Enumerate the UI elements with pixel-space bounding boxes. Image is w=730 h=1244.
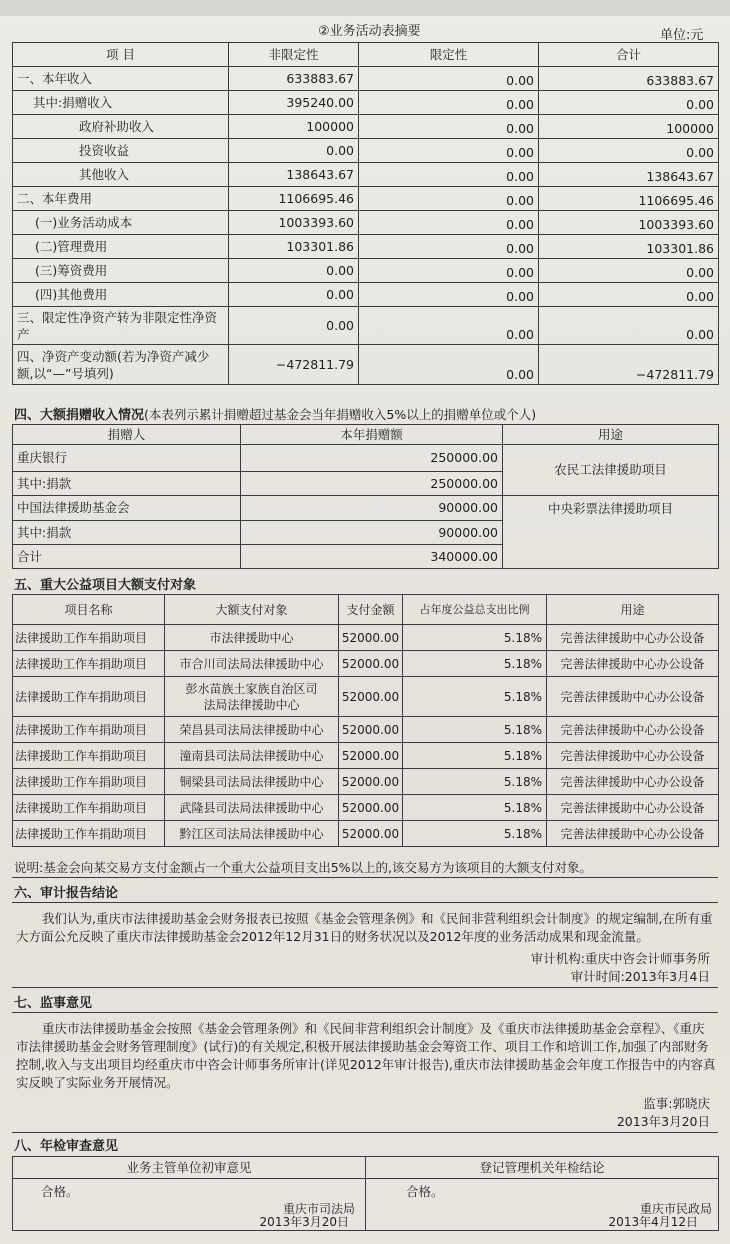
ratio-cell: 5.18% [403, 651, 547, 677]
left-head: 业务主管单位初审意见 [13, 1157, 366, 1179]
header-ratio: 占年度公益总支出比例 [403, 595, 547, 625]
table-row [13, 235, 719, 259]
header-item: 项 目 [13, 43, 229, 67]
total-cell: 103301.86 [539, 235, 719, 259]
donor-cell: 其中:捐款 [13, 472, 241, 496]
total-cell: 138643.67 [539, 163, 719, 187]
header-unrestricted: 非限定性 [229, 43, 359, 67]
ratio-cell: 5.18% [403, 743, 547, 769]
total-cell: 0.00 [539, 139, 719, 163]
ratio-cell: 5.18% [403, 625, 547, 651]
amount-cell: 52000.00 [339, 821, 403, 847]
amount-cell: 52000.00 [339, 677, 403, 717]
table-row [13, 651, 719, 677]
table-row [13, 496, 719, 521]
project-cell: 法律援助工作车捐助项目 [13, 677, 165, 717]
restricted-cell: 0.00 [359, 187, 539, 211]
amount-cell: 52000.00 [339, 795, 403, 821]
audit-time: 审计时间:2013年3月4日 [570, 969, 710, 984]
ratio-cell: 5.18% [403, 821, 547, 847]
restricted-cell: 0.00 [359, 307, 539, 345]
total-cell: 100000 [539, 115, 719, 139]
item-cell: (一)业务活动成本 [13, 211, 229, 235]
project-cell: 法律援助工作车捐助项目 [13, 717, 165, 743]
item-cell: (二)管理费用 [13, 235, 229, 259]
restricted-cell: 0.00 [359, 235, 539, 259]
amount-cell: 250000.00 [241, 445, 503, 472]
total-cell: 1106695.46 [539, 187, 719, 211]
section4-heading [14, 404, 718, 423]
total-cell: 0.00 [539, 307, 719, 345]
total-cell: 0.00 [539, 91, 719, 115]
restricted-cell: 0.00 [359, 115, 539, 139]
section5-title: 五、重大公益项目大额支付对象 [14, 578, 197, 593]
use-cell: 完善法律援助中心办公设备 [547, 717, 719, 743]
ratio-cell: 5.18% [403, 677, 547, 717]
top-strip [0, 0, 730, 16]
payee-cell: 荣昌县司法局法律援助中心 [165, 717, 339, 743]
table-row [13, 625, 719, 651]
divider [12, 1132, 718, 1133]
unrestricted-cell: 1003393.60 [229, 211, 359, 235]
use-cell: 完善法律援助中心办公设备 [547, 677, 719, 717]
annual-check-table [12, 1156, 719, 1231]
table-row [13, 677, 719, 717]
item-cell: (四)其他费用 [13, 283, 229, 307]
section4-title: 四、大额捐赠收入情况 [14, 408, 145, 423]
amount-cell: 52000.00 [339, 717, 403, 743]
payee-cell: 市法律援助中心 [165, 625, 339, 651]
left-text: 合格。 [41, 1184, 79, 1199]
payee-cell: 彭水苗族土家族自治区司法局法律援助中心 [165, 677, 339, 717]
use-cell: 中央彩票法律援助项目 [503, 496, 719, 569]
table-row [13, 445, 719, 472]
restricted-cell: 0.00 [359, 259, 539, 283]
table-row [13, 283, 719, 307]
restricted-cell: 0.00 [359, 345, 539, 385]
unrestricted-cell: 0.00 [229, 307, 359, 345]
restricted-cell: 0.00 [359, 67, 539, 91]
item-cell: 其他收入 [13, 163, 229, 187]
section6-title: 六、审计报告结论 [14, 886, 119, 901]
project-cell: 法律援助工作车捐助项目 [13, 651, 165, 677]
table-row [13, 717, 719, 743]
total-cell: 0.00 [539, 259, 719, 283]
table-row [13, 139, 719, 163]
item-cell: 一、本年收入 [13, 67, 229, 91]
restricted-cell: 0.00 [359, 211, 539, 235]
unrestricted-cell: 100000 [229, 115, 359, 139]
section5-note: 说明:基金会向某交易方支付金额占一个重大公益项目支出5%以上的,该交易方为该项目的大额支付对象。 [14, 860, 593, 875]
project-cell: 法律援助工作车捐助项目 [13, 743, 165, 769]
amount-cell: 340000.00 [241, 545, 503, 569]
project-cell: 法律援助工作车捐助项目 [13, 625, 165, 651]
donation-table [12, 424, 719, 569]
ratio-cell: 5.18% [403, 717, 547, 743]
use-cell: 完善法律援助中心办公设备 [547, 769, 719, 795]
divider [12, 987, 718, 988]
ratio-cell: 5.18% [403, 769, 547, 795]
amount-cell: 90000.00 [241, 496, 503, 521]
amount-cell: 90000.00 [241, 521, 503, 545]
amount-cell: 52000.00 [339, 743, 403, 769]
amount-cell: 52000.00 [339, 625, 403, 651]
unrestricted-cell: 138643.67 [229, 163, 359, 187]
payee-cell: 市合川司法局法律援助中心 [165, 651, 339, 677]
header-restricted: 限定性 [359, 43, 539, 67]
section4-note: (本表列示累计捐赠超过基金会当年捐赠收入5%以上的捐赠单位或个人) [144, 407, 537, 422]
item-cell: 投资收益 [13, 139, 229, 163]
amount-cell: 52000.00 [339, 651, 403, 677]
unrestricted-cell: 103301.86 [229, 235, 359, 259]
right-head: 登记管理机关年检结论 [366, 1157, 719, 1179]
section7-body: 重庆市法律援助基金会按照《基金会管理条例》和《民间非营利组织会计制度》及《重庆市法律援助基金会章程》、《重庆市法律援助基金会财务管理制度》(试行)的有关规定,积极开展法律援助基金会筹资工作、项目工作和培训工作,加强了内部财务控制,收入与支出项目均经重庆市中咨会计师事务所审计(详见2012年审计报告),重庆市法律援助基金会年度工作报告中的内容真实反映了实际业务开展情况。 [16, 1021, 716, 1090]
use-cell: 农民工法律援助项目 [503, 445, 719, 496]
table-row [13, 163, 719, 187]
table-row [13, 115, 719, 139]
section6-body: 我们认为,重庆市法律援助基金会财务报表已按照《基金会管理条例》和《民间非营利组织会计制度》的规定编制,在所有重大方面公允反映了重庆市法律援助基金会2012年12月31日的财务状况以及2012年度的业务活动成果和现金流量。 [16, 911, 713, 944]
supervisor-sign: 监事:郭晓庆 [643, 1096, 710, 1111]
left-org: 重庆市司法局 [282, 1202, 355, 1216]
total-cell: 633883.67 [539, 67, 719, 91]
table-row [13, 821, 719, 847]
total-cell: 0.00 [539, 283, 719, 307]
header-payee: 大额支付对象 [165, 595, 339, 625]
use-cell: 完善法律援助中心办公设备 [547, 821, 719, 847]
total-cell: −472811.79 [539, 345, 719, 385]
divider [12, 902, 718, 903]
right-opinion-cell [366, 1179, 719, 1231]
header-use: 用途 [503, 425, 719, 445]
project-cell: 法律援助工作车捐助项目 [13, 821, 165, 847]
use-cell: 完善法律援助中心办公设备 [547, 743, 719, 769]
restricted-cell: 0.00 [359, 163, 539, 187]
table-row [13, 187, 719, 211]
project-cell: 法律援助工作车捐助项目 [13, 769, 165, 795]
ratio-cell: 5.18% [403, 795, 547, 821]
unrestricted-cell: 395240.00 [229, 91, 359, 115]
item-cell: 政府补助收入 [13, 115, 229, 139]
item-cell: 四、净资产变动额(若为净资产减少额,以“—”号填列) [13, 345, 229, 385]
table-row [13, 795, 719, 821]
use-cell: 完善法律援助中心办公设备 [547, 625, 719, 651]
item-cell: 二、本年费用 [13, 187, 229, 211]
amount-cell: 52000.00 [339, 769, 403, 795]
unrestricted-cell: 1106695.46 [229, 187, 359, 211]
header-project: 项目名称 [13, 595, 165, 625]
section8-title: 八、年检审查意见 [14, 1139, 119, 1154]
amount-cell: 250000.00 [241, 472, 503, 496]
total-cell: 1003393.60 [539, 211, 719, 235]
header-donor: 捐赠人 [13, 425, 241, 445]
use-cell: 完善法律援助中心办公设备 [547, 651, 719, 677]
section7-title: 七、监事意见 [14, 996, 93, 1011]
right-text: 合格。 [406, 1184, 444, 1199]
restricted-cell: 0.00 [359, 283, 539, 307]
summary-title: ②业务活动表摘要 [318, 24, 421, 39]
table-row [13, 345, 719, 385]
right-date: 2013年4月12日 [608, 1215, 698, 1229]
table-row [13, 259, 719, 283]
item-cell: 三、限定性净资产转为非限定性净资产 [13, 307, 229, 345]
payment-table [12, 594, 719, 847]
left-opinion-cell [13, 1179, 366, 1231]
payee-cell: 潼南县司法局法律援助中心 [165, 743, 339, 769]
table-row [13, 743, 719, 769]
header-use: 用途 [547, 595, 719, 625]
unrestricted-cell: 0.00 [229, 139, 359, 163]
audit-org: 审计机构:重庆中咨会计师事务所 [530, 951, 710, 966]
donor-cell: 其中:捐款 [13, 521, 241, 545]
item-cell: (三)筹资费用 [13, 259, 229, 283]
divider [12, 877, 718, 878]
payee-cell: 铜梁县司法局法律援助中心 [165, 769, 339, 795]
header-amount: 支付金额 [339, 595, 403, 625]
use-cell: 完善法律援助中心办公设备 [547, 795, 719, 821]
supervisor-date: 2013年3月20日 [616, 1114, 710, 1129]
donor-cell: 合计 [13, 545, 241, 569]
unrestricted-cell: 0.00 [229, 259, 359, 283]
right-org: 重庆市民政局 [639, 1202, 712, 1216]
activity-table [12, 42, 719, 385]
table-row [13, 307, 719, 345]
header-amount: 本年捐赠额 [241, 425, 503, 445]
unrestricted-cell: −472811.79 [229, 345, 359, 385]
payee-cell: 黔江区司法局法律援助中心 [165, 821, 339, 847]
donor-cell: 重庆银行 [13, 445, 241, 472]
divider [12, 1012, 718, 1013]
unrestricted-cell: 633883.67 [229, 67, 359, 91]
restricted-cell: 0.00 [359, 91, 539, 115]
header-total: 合计 [539, 43, 719, 67]
project-cell: 法律援助工作车捐助项目 [13, 795, 165, 821]
table-row [13, 67, 719, 91]
item-cell: 其中:捐赠收入 [13, 91, 229, 115]
restricted-cell: 0.00 [359, 139, 539, 163]
unrestricted-cell: 0.00 [229, 283, 359, 307]
left-date: 2013年3月20日 [259, 1215, 349, 1229]
table-row [13, 211, 719, 235]
unit-label: 单位:元 [660, 28, 704, 43]
payee-cell: 武隆县司法局法律援助中心 [165, 795, 339, 821]
donor-cell: 中国法律援助基金会 [13, 496, 241, 521]
table-row [13, 769, 719, 795]
table-row [13, 91, 719, 115]
